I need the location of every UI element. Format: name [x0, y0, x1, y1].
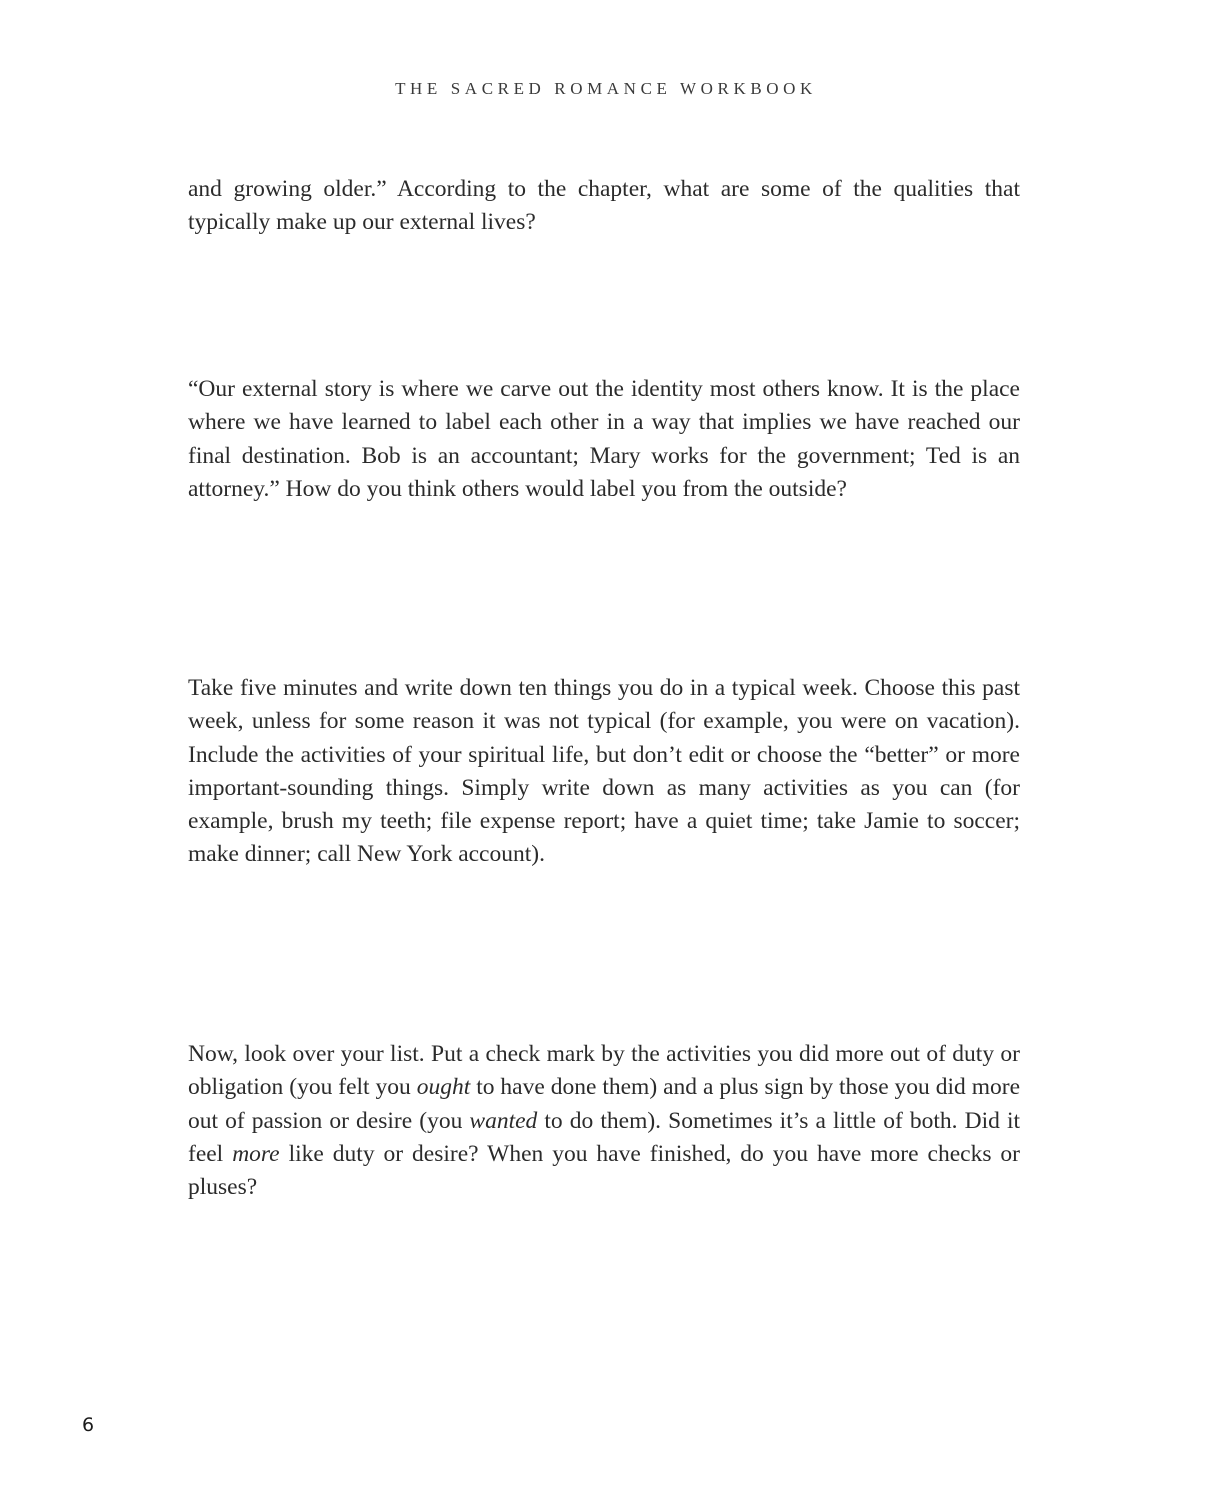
running-head: THE SACRED ROMANCE WORKBOOK [395, 79, 817, 98]
paragraph-duty-or-desire-question [188, 1038, 1020, 1204]
page-number: 6 [82, 1414, 95, 1436]
paragraph-segment: Now, look over your list. Put a check mark by the activities you did more out of duty or obligation (you felt you [188, 1041, 1020, 1101]
emphasis-wanted: wanted [469, 1107, 538, 1134]
paragraph-segment: to have done them) and a plus sign by those you did more out of passion or desire (you [188, 1074, 1021, 1134]
paragraph-segment: like duty or desire? When you have finished, do you have more checks or pluses? [188, 1140, 1020, 1201]
paragraph-external-lives-question: and growing older.” According to the chapter, what are some of the qualities that typically make up our external lives? [188, 176, 1020, 236]
paragraph-segment: to do them). Sometimes it’s a little of both. Did it feel [188, 1107, 1020, 1167]
emphasis-more: more [232, 1140, 280, 1167]
emphasis-ought: ought [416, 1074, 471, 1101]
paragraph-weekly-activities-prompt: Take five minutes and write down ten things you do in a typical week. Choose this past week, unless for some reason it was not typical (for example, you were on vacation). Include the activities of your spiritual life, but don’t edit or choose the “better” or more important-sounding things. Simply write down as many activities as you can (for example, brush my teeth; file expense report; have a quiet time; take Jamie to soccer; make dinner; call New York account). [188, 675, 1020, 868]
paragraph-label-question: “Our external story is where we carve out the identity most others know. It is the place where we have learned to label each other in a way that implies we have reached our final destination. Bob is an accountant; Mary works for the government; Ted is an attorney.” How do you think others would label you from the outside? [188, 376, 1020, 502]
